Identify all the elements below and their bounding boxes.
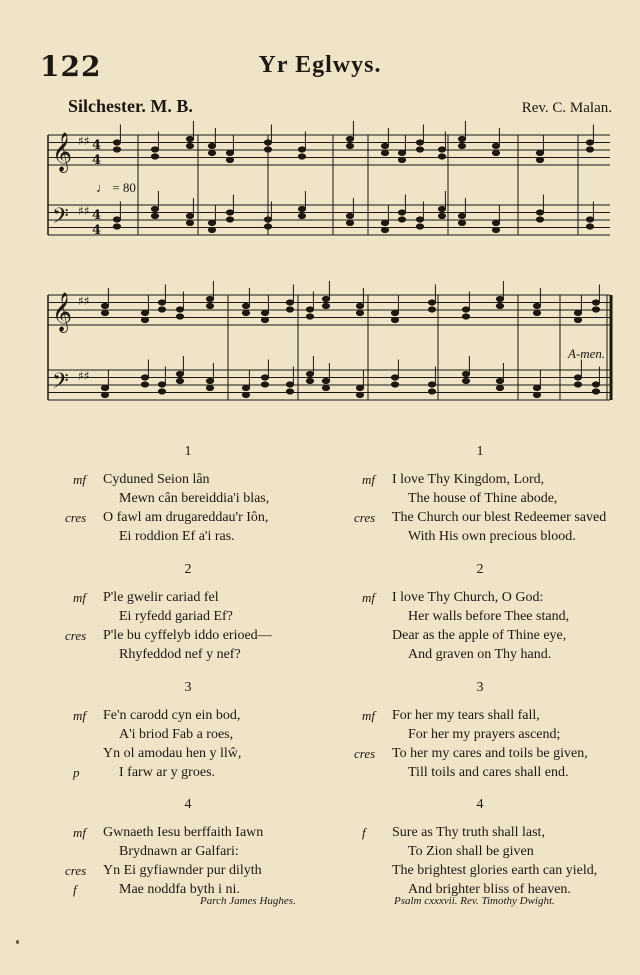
tempo-marking: ♩ = 80 xyxy=(96,180,136,195)
english-hymn-line: The house of Thine abode, xyxy=(408,491,558,506)
notehead xyxy=(208,220,215,225)
time-signature: 4 xyxy=(92,208,102,223)
welsh-hymn-line: O fawl am drugareddau'r Iôn, xyxy=(103,510,269,525)
notehead xyxy=(261,382,268,387)
welsh-verse-number: 3 xyxy=(184,680,192,695)
notehead xyxy=(458,136,465,141)
notehead xyxy=(586,147,593,152)
music-score xyxy=(0,0,640,420)
english-dynamic-marking: mf xyxy=(362,472,375,487)
notehead xyxy=(438,147,445,152)
notehead xyxy=(492,220,499,225)
english-verse-number: 2 xyxy=(476,562,484,577)
notehead xyxy=(261,317,268,322)
notehead xyxy=(298,147,305,152)
notehead xyxy=(286,382,293,387)
english-author-credit: Psalm cxxxvii. Rev. Timothy Dwight. xyxy=(394,895,555,907)
notehead xyxy=(592,389,599,394)
notehead xyxy=(428,382,435,387)
notehead xyxy=(416,140,423,145)
english-hymn-line: With His own precious blood. xyxy=(408,529,576,544)
notehead xyxy=(176,378,183,383)
welsh-dynamic-marking: mf xyxy=(73,472,86,487)
notehead xyxy=(242,310,249,315)
notehead xyxy=(264,140,271,145)
notehead xyxy=(158,300,165,305)
notehead xyxy=(186,143,193,148)
bass-clef-icon: 𝄢 xyxy=(52,369,69,399)
notehead xyxy=(226,210,233,215)
notehead xyxy=(438,154,445,159)
welsh-hymn-line: P'le gwelir cariad fel xyxy=(103,590,219,605)
notehead xyxy=(458,143,465,148)
notehead xyxy=(226,157,233,162)
notehead xyxy=(398,150,405,155)
notehead xyxy=(141,317,148,322)
english-dynamic-marking: cres xyxy=(354,510,376,525)
notehead xyxy=(586,140,593,145)
welsh-hymn-line: Ei roddion Ef a'i ras. xyxy=(119,529,235,544)
notehead xyxy=(113,224,120,229)
notehead xyxy=(176,307,183,312)
notehead xyxy=(381,143,388,148)
notehead xyxy=(242,392,249,397)
english-hymn-line: I love Thy Church, O God: xyxy=(392,590,544,605)
notehead xyxy=(458,213,465,218)
welsh-verse-number: 2 xyxy=(184,562,192,577)
notehead xyxy=(536,157,543,162)
welsh-hymn-line: Fe'n carodd cyn ein bod, xyxy=(103,708,241,723)
notehead xyxy=(264,224,271,229)
notehead xyxy=(101,310,108,315)
notehead xyxy=(322,385,329,390)
notehead xyxy=(113,140,120,145)
notehead xyxy=(206,296,213,301)
notehead xyxy=(298,213,305,218)
welsh-hymn-line: I farw ar y groes. xyxy=(119,765,216,780)
english-dynamic-marking: mf xyxy=(362,590,375,605)
notehead xyxy=(206,303,213,308)
notehead xyxy=(356,385,363,390)
notehead xyxy=(574,375,581,380)
notehead xyxy=(536,217,543,222)
notehead xyxy=(496,385,503,390)
notehead xyxy=(462,314,469,319)
notehead xyxy=(381,220,388,225)
notehead xyxy=(574,317,581,322)
welsh-hymn-line: Mewn cân bereiddia'i blas, xyxy=(119,491,270,506)
notehead xyxy=(261,375,268,380)
notehead xyxy=(398,157,405,162)
composer-credit: Rev. C. Malan. xyxy=(521,100,612,116)
key-signature-icon: ♯♯ xyxy=(78,369,90,383)
welsh-dynamic-marking: mf xyxy=(73,708,86,723)
notehead xyxy=(113,217,120,222)
notehead xyxy=(592,382,599,387)
notehead xyxy=(428,389,435,394)
notehead xyxy=(264,217,271,222)
notehead xyxy=(462,371,469,376)
english-hymn-line: The brightest glories earth can yield, xyxy=(392,863,598,878)
welsh-hymn-line: Brydnawn ar Galfari: xyxy=(119,844,239,859)
english-hymn-line: Sure as Thy truth shall last, xyxy=(392,825,545,840)
notehead xyxy=(101,385,108,390)
notehead xyxy=(206,378,213,383)
english-verse-number: 3 xyxy=(476,680,484,695)
english-hymn-line: To Zion shall be given xyxy=(408,844,534,859)
notehead xyxy=(306,378,313,383)
welsh-dynamic-marking: mf xyxy=(73,590,86,605)
notehead xyxy=(381,227,388,232)
notehead xyxy=(592,300,599,305)
notehead xyxy=(574,382,581,387)
notehead xyxy=(261,310,268,315)
notehead xyxy=(151,206,158,211)
notehead xyxy=(226,217,233,222)
notehead xyxy=(141,375,148,380)
english-hymn-line: Till toils and cares shall end. xyxy=(408,765,569,780)
welsh-hymn-line: Yn ol amodau hen y llŵ, xyxy=(103,746,242,761)
notehead xyxy=(416,217,423,222)
welsh-verse-number: 4 xyxy=(184,797,192,812)
welsh-verse-number: 1 xyxy=(184,444,192,459)
notehead xyxy=(242,303,249,308)
notehead xyxy=(322,378,329,383)
notehead xyxy=(206,385,213,390)
notehead xyxy=(496,296,503,301)
tune-name: Silchester. M. B. xyxy=(68,96,193,116)
welsh-author-credit: Parch James Hughes. xyxy=(200,895,296,907)
notehead xyxy=(186,213,193,218)
paper-speck xyxy=(16,940,19,944)
notehead xyxy=(141,310,148,315)
notehead xyxy=(208,227,215,232)
notehead xyxy=(533,385,540,390)
welsh-hymn-line: P'le bu cyffelyb iddo erioed— xyxy=(103,628,272,643)
welsh-dynamic-marking: mf xyxy=(73,825,86,840)
key-signature-icon: ♯♯ xyxy=(78,294,90,308)
notehead xyxy=(462,378,469,383)
notehead xyxy=(533,303,540,308)
english-hymn-line: And graven on Thy hand. xyxy=(408,647,552,662)
notehead xyxy=(346,220,353,225)
notehead xyxy=(592,307,599,312)
notehead xyxy=(158,382,165,387)
english-hymn-line: And brighter bliss of heaven. xyxy=(408,882,571,897)
welsh-dynamic-marking: cres xyxy=(65,510,87,525)
notehead xyxy=(391,310,398,315)
notehead xyxy=(533,392,540,397)
english-hymn-line: The Church our blest Redeemer saved xyxy=(392,510,607,525)
welsh-hymn-line: Rhyfeddod nef y nef? xyxy=(119,647,241,662)
amen-text: A-men. xyxy=(568,346,606,361)
notehead xyxy=(141,382,148,387)
english-dynamic-marking: mf xyxy=(362,708,375,723)
notehead xyxy=(286,389,293,394)
notehead xyxy=(186,220,193,225)
notehead xyxy=(536,150,543,155)
notehead xyxy=(158,389,165,394)
notehead xyxy=(298,154,305,159)
notehead xyxy=(264,147,271,152)
notehead xyxy=(356,303,363,308)
notehead xyxy=(438,206,445,211)
english-hymn-line: For her my tears shall fall, xyxy=(392,708,540,723)
notehead xyxy=(322,303,329,308)
english-dynamic-marking: f xyxy=(362,825,366,840)
time-signature: 4 xyxy=(92,153,102,168)
notehead xyxy=(574,310,581,315)
notehead xyxy=(306,314,313,319)
notehead xyxy=(101,392,108,397)
notehead xyxy=(492,150,499,155)
english-hymn-line: I love Thy Kingdom, Lord, xyxy=(392,472,545,487)
treble-clef-icon: 𝄞 xyxy=(52,292,73,332)
notehead xyxy=(533,310,540,315)
notehead xyxy=(462,307,469,312)
notehead xyxy=(101,303,108,308)
welsh-dynamic-marking: p xyxy=(73,765,80,780)
notehead xyxy=(381,150,388,155)
notehead xyxy=(391,382,398,387)
english-verse-number: 1 xyxy=(476,444,484,459)
notehead xyxy=(416,147,423,152)
notehead xyxy=(496,303,503,308)
notehead xyxy=(176,371,183,376)
notehead xyxy=(322,296,329,301)
notehead xyxy=(286,307,293,312)
notehead xyxy=(286,300,293,305)
notehead xyxy=(398,210,405,215)
welsh-dynamic-marking: cres xyxy=(65,628,87,643)
time-signature: 4 xyxy=(92,223,102,238)
notehead xyxy=(391,375,398,380)
english-hymn-line: Her walls before Thee stand, xyxy=(408,609,570,624)
key-signature-icon: ♯♯ xyxy=(78,134,90,148)
notehead xyxy=(428,300,435,305)
notehead xyxy=(346,136,353,141)
notehead xyxy=(416,224,423,229)
english-hymn-line: To her my cares and toils be given, xyxy=(392,746,588,761)
notehead xyxy=(158,307,165,312)
english-hymn-line: For her my prayers ascend; xyxy=(408,727,561,742)
notehead xyxy=(306,371,313,376)
welsh-dynamic-marking: cres xyxy=(65,863,87,878)
notehead xyxy=(356,310,363,315)
notehead xyxy=(346,213,353,218)
notehead xyxy=(242,385,249,390)
notehead xyxy=(298,206,305,211)
notehead xyxy=(536,210,543,215)
key-signature-icon: ♯♯ xyxy=(78,204,90,218)
notehead xyxy=(306,307,313,312)
notehead xyxy=(208,143,215,148)
page-number: 122 xyxy=(40,50,102,83)
notehead xyxy=(226,150,233,155)
english-hymn-line: Dear as the apple of Thine eye, xyxy=(392,628,567,643)
welsh-hymn-line: Ei ryfedd gariad Ef? xyxy=(119,609,233,624)
notehead xyxy=(346,143,353,148)
bass-clef-icon: 𝄢 xyxy=(52,204,69,234)
page-title: Yr Eglwys. xyxy=(258,52,382,78)
notehead xyxy=(438,213,445,218)
notehead xyxy=(151,154,158,159)
welsh-hymn-line: Gwnaeth Iesu berffaith Iawn xyxy=(103,825,264,840)
notehead xyxy=(208,150,215,155)
welsh-hymn-line: Cyduned Seion lân xyxy=(103,472,210,487)
time-signature: 4 xyxy=(92,138,102,153)
welsh-hymn-line: Yn Ei gyfiawnder pur dilyth xyxy=(103,863,262,878)
notehead xyxy=(586,217,593,222)
english-dynamic-marking: cres xyxy=(354,746,376,761)
welsh-hymn-line: A'i briod Fab a roes, xyxy=(119,727,234,742)
notehead xyxy=(176,314,183,319)
notehead xyxy=(492,227,499,232)
notehead xyxy=(186,136,193,141)
notehead xyxy=(151,213,158,218)
notehead xyxy=(428,307,435,312)
welsh-hymn-line: Mae noddfa byth i ni. xyxy=(119,882,240,897)
notehead xyxy=(586,224,593,229)
notehead xyxy=(151,147,158,152)
welsh-dynamic-marking: f xyxy=(73,882,77,897)
notehead xyxy=(391,317,398,322)
treble-clef-icon: 𝄞 xyxy=(52,132,73,172)
notehead xyxy=(398,217,405,222)
notehead xyxy=(458,220,465,225)
english-verse-number: 4 xyxy=(476,797,484,812)
notehead xyxy=(356,392,363,397)
notehead xyxy=(496,378,503,383)
notehead xyxy=(492,143,499,148)
notehead xyxy=(113,147,120,152)
